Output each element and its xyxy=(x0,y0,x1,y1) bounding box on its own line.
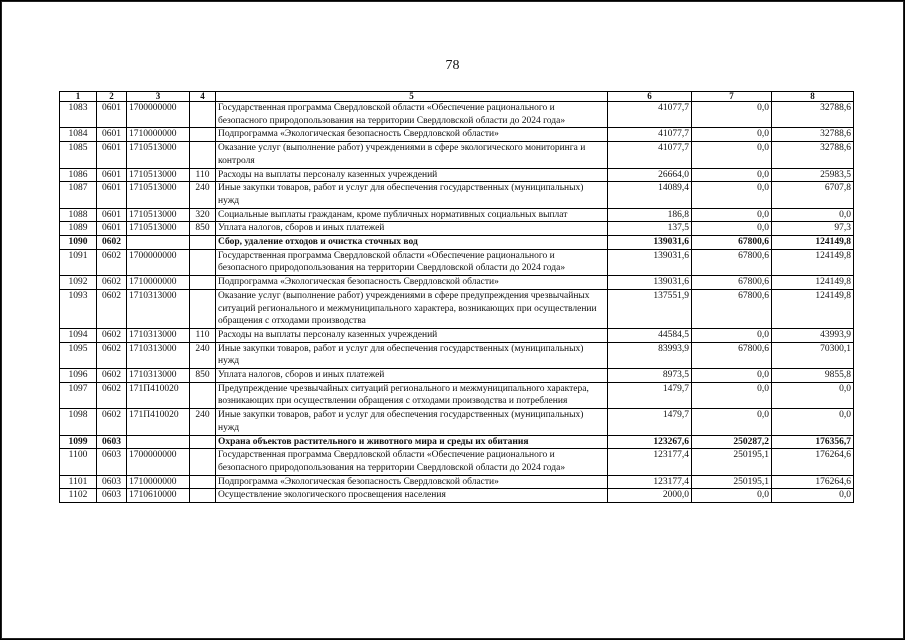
amount-col6-cell: 8973,5 xyxy=(608,369,692,383)
expense-type-cell xyxy=(190,102,216,128)
target-code-cell: 1700000000 xyxy=(127,449,190,475)
section-code-cell: 0602 xyxy=(97,369,127,383)
amount-col7-cell: 0,0 xyxy=(692,382,772,408)
amount-col7-cell: 67800,6 xyxy=(692,249,772,275)
table-row xyxy=(60,249,854,275)
amount-col8-cell: 43993,9 xyxy=(772,328,854,342)
row-number-cell: 1090 xyxy=(60,236,97,250)
amount-col8-cell: 0,0 xyxy=(772,409,854,435)
amount-col6-cell: 137,5 xyxy=(608,222,692,236)
table-header-row xyxy=(60,92,854,102)
expense-type-cell xyxy=(190,142,216,168)
item-name-cell: Оказание услуг (выполнение работ) учреждениями в сфере экологического мониторинга и контроля xyxy=(216,142,608,168)
amount-col6-cell: 123177,4 xyxy=(608,475,692,489)
expense-type-cell: 240 xyxy=(190,342,216,368)
table-row xyxy=(60,382,854,408)
column-header: 1 xyxy=(60,92,97,102)
section-code-cell: 0603 xyxy=(97,475,127,489)
amount-col8-cell: 0,0 xyxy=(772,208,854,222)
section-code-cell: 0602 xyxy=(97,236,127,250)
amount-col7-cell: 0,0 xyxy=(692,168,772,182)
target-code-cell: 1710513000 xyxy=(127,182,190,208)
row-number-cell: 1099 xyxy=(60,435,97,449)
row-number-cell: 1093 xyxy=(60,289,97,328)
expense-type-cell: 850 xyxy=(190,222,216,236)
expense-type-cell xyxy=(190,236,216,250)
item-name-cell: Иные закупки товаров, работ и услуг для обеспечения государственных (муниципальных) нужд xyxy=(216,182,608,208)
amount-col8-cell: 0,0 xyxy=(772,382,854,408)
amount-col8-cell: 32788,6 xyxy=(772,142,854,168)
table-row xyxy=(60,208,854,222)
amount-col8-cell: 0,0 xyxy=(772,489,854,503)
item-name-cell: Подпрограмма «Экологическая безопасность Свердловской области» xyxy=(216,128,608,142)
row-number-cell: 1100 xyxy=(60,449,97,475)
amount-col6-cell: 83993,9 xyxy=(608,342,692,368)
amount-col7-cell: 250195,1 xyxy=(692,475,772,489)
amount-col7-cell: 0,0 xyxy=(692,182,772,208)
section-code-cell: 0601 xyxy=(97,168,127,182)
amount-col6-cell: 123267,6 xyxy=(608,435,692,449)
amount-col6-cell: 139031,6 xyxy=(608,236,692,250)
target-code-cell: 171П410020 xyxy=(127,409,190,435)
column-header: 6 xyxy=(608,92,692,102)
amount-col7-cell: 0,0 xyxy=(692,409,772,435)
expense-type-cell xyxy=(190,489,216,503)
expense-type-cell: 110 xyxy=(190,328,216,342)
target-code-cell: 1710313000 xyxy=(127,289,190,328)
row-number-cell: 1088 xyxy=(60,208,97,222)
item-name-cell: Уплата налогов, сборов и иных платежей xyxy=(216,222,608,236)
row-number-cell: 1085 xyxy=(60,142,97,168)
section-code-cell: 0603 xyxy=(97,449,127,475)
item-name-cell: Государственная программа Свердловской области «Обеспечение рационального и безопасного природопользования на территории Свердловской области до 2024 года» xyxy=(216,449,608,475)
item-name-cell: Предупреждение чрезвычайных ситуаций регионального и межмуниципального характера, возникающих при осуществлении обращения с отходами производства и потребления xyxy=(216,382,608,408)
row-number-cell: 1097 xyxy=(60,382,97,408)
target-code-cell: 1710513000 xyxy=(127,168,190,182)
table-row xyxy=(60,128,854,142)
column-header: 2 xyxy=(97,92,127,102)
amount-col6-cell: 41077,7 xyxy=(608,102,692,128)
amount-col7-cell: 0,0 xyxy=(692,328,772,342)
amount-col8-cell: 9855,8 xyxy=(772,369,854,383)
item-name-cell: Уплата налогов, сборов и иных платежей xyxy=(216,369,608,383)
row-number-cell: 1102 xyxy=(60,489,97,503)
amount-col7-cell: 0,0 xyxy=(692,142,772,168)
expense-type-cell xyxy=(190,435,216,449)
amount-col8-cell: 70300,1 xyxy=(772,342,854,368)
section-code-cell: 0601 xyxy=(97,182,127,208)
section-code-cell: 0602 xyxy=(97,276,127,290)
row-number-cell: 1084 xyxy=(60,128,97,142)
amount-col8-cell: 25983,5 xyxy=(772,168,854,182)
target-code-cell: 1710000000 xyxy=(127,475,190,489)
amount-col7-cell: 0,0 xyxy=(692,489,772,503)
amount-col7-cell: 0,0 xyxy=(692,208,772,222)
item-name-cell: Осуществление экологического просвещения населения xyxy=(216,489,608,503)
amount-col7-cell: 67800,6 xyxy=(692,276,772,290)
amount-col7-cell: 250195,1 xyxy=(692,449,772,475)
table-row xyxy=(60,102,854,128)
column-header: 3 xyxy=(127,92,190,102)
amount-col7-cell: 0,0 xyxy=(692,128,772,142)
table-row xyxy=(60,449,854,475)
expense-type-cell: 320 xyxy=(190,208,216,222)
row-number-cell: 1089 xyxy=(60,222,97,236)
column-header: 7 xyxy=(692,92,772,102)
table-row xyxy=(60,142,854,168)
row-number-cell: 1094 xyxy=(60,328,97,342)
expense-type-cell xyxy=(190,128,216,142)
column-header: 8 xyxy=(772,92,854,102)
target-code-cell: 1700000000 xyxy=(127,102,190,128)
expense-type-cell xyxy=(190,289,216,328)
amount-col7-cell: 0,0 xyxy=(692,222,772,236)
target-code-cell: 1710513000 xyxy=(127,222,190,236)
section-code-cell: 0601 xyxy=(97,102,127,128)
expense-type-cell: 240 xyxy=(190,409,216,435)
target-code-cell: 1710313000 xyxy=(127,342,190,368)
section-code-cell: 0602 xyxy=(97,342,127,368)
section-code-cell: 0602 xyxy=(97,409,127,435)
table-row xyxy=(60,369,854,383)
row-number-cell: 1095 xyxy=(60,342,97,368)
item-name-cell: Охрана объектов растительного и животного мира и среды их обитания xyxy=(216,435,608,449)
item-name-cell: Иные закупки товаров, работ и услуг для обеспечения государственных (муниципальных) нужд xyxy=(216,409,608,435)
target-code-cell: 1710000000 xyxy=(127,128,190,142)
target-code-cell: 1710513000 xyxy=(127,142,190,168)
amount-col7-cell: 67800,6 xyxy=(692,236,772,250)
amount-col8-cell: 32788,6 xyxy=(772,102,854,128)
row-number-cell: 1086 xyxy=(60,168,97,182)
target-code-cell xyxy=(127,236,190,250)
amount-col6-cell: 1479,7 xyxy=(608,382,692,408)
item-name-cell: Государственная программа Свердловской области «Обеспечение рационального и безопасного природопользования на территории Свердловской области до 2024 года» xyxy=(216,102,608,128)
amount-col6-cell: 186,8 xyxy=(608,208,692,222)
expense-type-cell xyxy=(190,249,216,275)
amount-col8-cell: 124149,8 xyxy=(772,249,854,275)
item-name-cell: Расходы на выплаты персоналу казенных учреждений xyxy=(216,168,608,182)
amount-col6-cell: 123177,4 xyxy=(608,449,692,475)
item-name-cell: Подпрограмма «Экологическая безопасность Свердловской области» xyxy=(216,276,608,290)
amount-col6-cell: 1479,7 xyxy=(608,409,692,435)
amount-col7-cell: 67800,6 xyxy=(692,342,772,368)
amount-col6-cell: 41077,7 xyxy=(608,128,692,142)
row-number-cell: 1101 xyxy=(60,475,97,489)
item-name-cell: Сбор, удаление отходов и очистка сточных вод xyxy=(216,236,608,250)
amount-col6-cell: 44584,5 xyxy=(608,328,692,342)
expense-type-cell: 110 xyxy=(190,168,216,182)
expense-type-cell xyxy=(190,382,216,408)
table-row xyxy=(60,435,854,449)
row-number-cell: 1087 xyxy=(60,182,97,208)
amount-col6-cell: 139031,6 xyxy=(608,276,692,290)
amount-col8-cell: 176264,6 xyxy=(772,475,854,489)
target-code-cell: 1710610000 xyxy=(127,489,190,503)
table-row xyxy=(60,222,854,236)
amount-col7-cell: 0,0 xyxy=(692,102,772,128)
amount-col8-cell: 6707,8 xyxy=(772,182,854,208)
table-row xyxy=(60,328,854,342)
table-row xyxy=(60,489,854,503)
item-name-cell: Государственная программа Свердловской области «Обеспечение рационального и безопасного природопользования на территории Свердловской области до 2024 года» xyxy=(216,249,608,275)
item-name-cell: Расходы на выплаты персоналу казенных учреждений xyxy=(216,328,608,342)
target-code-cell: 1710513000 xyxy=(127,208,190,222)
amount-col7-cell: 0,0 xyxy=(692,369,772,383)
column-header: 5 xyxy=(216,92,608,102)
amount-col6-cell: 137551,9 xyxy=(608,289,692,328)
amount-col8-cell: 124149,8 xyxy=(772,276,854,290)
item-name-cell: Иные закупки товаров, работ и услуг для обеспечения государственных (муниципальных) нужд xyxy=(216,342,608,368)
amount-col8-cell: 176356,7 xyxy=(772,435,854,449)
expense-type-cell: 850 xyxy=(190,369,216,383)
table-row xyxy=(60,236,854,250)
page-number: 78 xyxy=(445,58,460,73)
target-code-cell: 1710313000 xyxy=(127,328,190,342)
amount-col8-cell: 124149,8 xyxy=(772,236,854,250)
budget-table xyxy=(59,91,854,503)
section-code-cell: 0602 xyxy=(97,249,127,275)
section-code-cell: 0601 xyxy=(97,222,127,236)
table-row xyxy=(60,475,854,489)
table-row xyxy=(60,409,854,435)
section-code-cell: 0601 xyxy=(97,142,127,168)
amount-col6-cell: 2000,0 xyxy=(608,489,692,503)
amount-col8-cell: 97,3 xyxy=(772,222,854,236)
table-row xyxy=(60,168,854,182)
row-number-cell: 1083 xyxy=(60,102,97,128)
expense-type-cell: 240 xyxy=(190,182,216,208)
section-code-cell: 0601 xyxy=(97,128,127,142)
amount-col8-cell: 124149,8 xyxy=(772,289,854,328)
target-code-cell: 1710313000 xyxy=(127,369,190,383)
row-number-cell: 1091 xyxy=(60,249,97,275)
section-code-cell: 0603 xyxy=(97,489,127,503)
row-number-cell: 1098 xyxy=(60,409,97,435)
amount-col7-cell: 250287,2 xyxy=(692,435,772,449)
expense-type-cell xyxy=(190,449,216,475)
amount-col7-cell: 67800,6 xyxy=(692,289,772,328)
section-code-cell: 0601 xyxy=(97,208,127,222)
table-row xyxy=(60,182,854,208)
amount-col6-cell: 139031,6 xyxy=(608,249,692,275)
target-code-cell: 171П410020 xyxy=(127,382,190,408)
amount-col8-cell: 176264,6 xyxy=(772,449,854,475)
expense-type-cell xyxy=(190,276,216,290)
table-row xyxy=(60,289,854,328)
item-name-cell: Подпрограмма «Экологическая безопасность Свердловской области» xyxy=(216,475,608,489)
section-code-cell: 0602 xyxy=(97,382,127,408)
table-row xyxy=(60,276,854,290)
amount-col8-cell: 32788,6 xyxy=(772,128,854,142)
amount-col6-cell: 41077,7 xyxy=(608,142,692,168)
amount-col6-cell: 26664,0 xyxy=(608,168,692,182)
target-code-cell: 1700000000 xyxy=(127,249,190,275)
row-number-cell: 1092 xyxy=(60,276,97,290)
section-code-cell: 0603 xyxy=(97,435,127,449)
expense-type-cell xyxy=(190,475,216,489)
item-name-cell: Социальные выплаты гражданам, кроме публичных нормативных социальных выплат xyxy=(216,208,608,222)
column-header: 4 xyxy=(190,92,216,102)
amount-col6-cell: 14089,4 xyxy=(608,182,692,208)
item-name-cell: Оказание услуг (выполнение работ) учреждениями в сфере предупреждения чрезвычайных ситуаций регионального и межмуниципального характера, возникающих при осуществлении обращения с отходами производства xyxy=(216,289,608,328)
row-number-cell: 1096 xyxy=(60,369,97,383)
table-row xyxy=(60,342,854,368)
target-code-cell: 1710000000 xyxy=(127,276,190,290)
section-code-cell: 0602 xyxy=(97,328,127,342)
section-code-cell: 0602 xyxy=(97,289,127,328)
target-code-cell xyxy=(127,435,190,449)
